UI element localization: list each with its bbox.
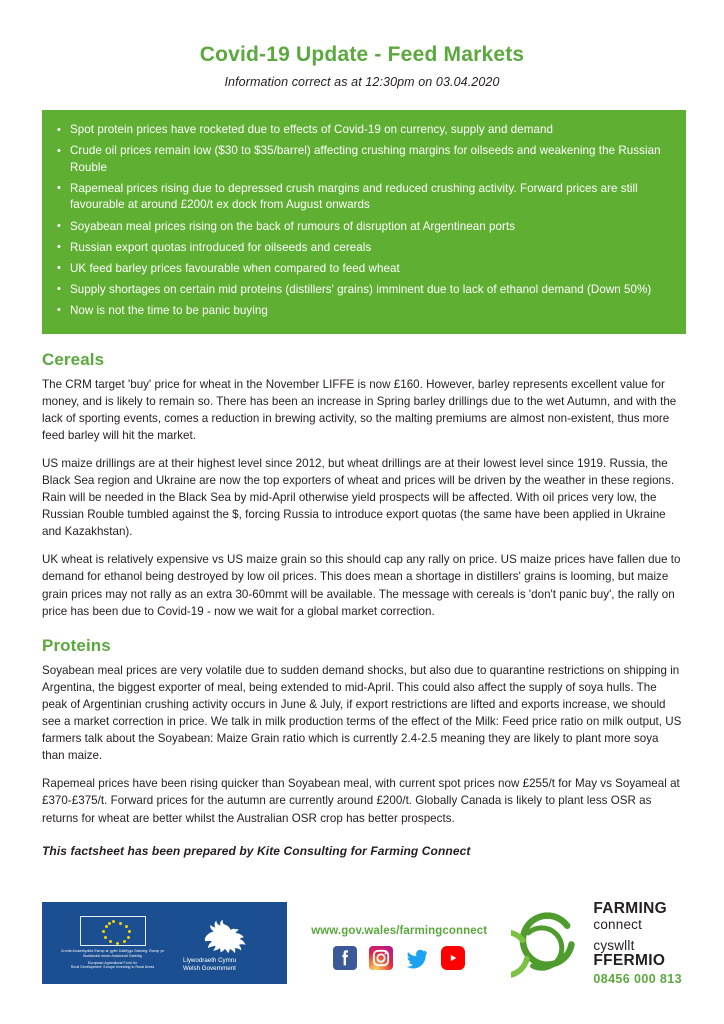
page-title: Covid-19 Update - Feed Markets — [199, 43, 525, 66]
website-url[interactable]: www.gov.wales/farmingconnect — [311, 924, 488, 937]
list-item: • Russian export quotas introduced for oilseeds and cereals — [56, 240, 668, 257]
key-points-box — [42, 110, 686, 333]
section-heading-proteins: Proteins — [42, 635, 111, 655]
section-proteins — [42, 620, 682, 827]
eu-caption-line: Rural Development: — [70, 965, 103, 970]
list-item: • Supply shortages on certain mid proteins (distillers' grains) imminent due to lack of ethanol demand (Down 50%) — [56, 282, 668, 299]
eu-funding-caption — [54, 949, 172, 969]
eu-flag-icon — [80, 916, 146, 946]
list-item: • Crude oil prices remain low ($30 to $35/barrel) affecting crushing margins for oilseeds and weakening the Russian Rouble — [56, 143, 668, 176]
farming-connect-wordmark — [593, 901, 682, 986]
fc-line-farming: FARMING — [593, 899, 667, 917]
eu-caption-line: Ewrop yn Buddsoddi mewn Ardaloedd Gwledig — [83, 949, 165, 958]
list-item: • Rapemeal prices rising due to depressed crush margins and reduced crushing activity. Forward prices are still favourable at around £200/t ex dock from August onwards — [56, 181, 668, 214]
fc-line-connect: connect — [593, 917, 643, 933]
paragraph: Rapemeal prices have been rising quicker than Soyabean meal, with current spot prices now £255/t for May vs Soyameal at £370-£375/t. Forward prices for the autumn are currently around £200/t. Globally Canada is likely to plant less OSR as returns for wheat are better whilst the Australian OSR crop has better prospects. — [42, 777, 680, 825]
list-item: • Soyabean meal prices rising on the back of rumours of disruption at Argentinean ports — [56, 219, 668, 236]
paragraph: Soyabean meal prices are very volatile due to sudden demand shocks, but also due to quarantine restrictions on shipping in Argentina, the biggest exporter of meal, being extended to mid-April. This could also affect the supply of soya hulls. The peak of Argentinian crushing activity occurs in June & July, if export restrictions are lifted and exports increase, we should see a market correction in price. We talk in milk production terms of the effect of the Milk: Feed price ratio on milk output, US farmers talk about the Soyabean: Maize Grain ratio which is currently 2.4-2.5 meaning they are likely to plant more soya than maize. — [42, 663, 682, 763]
welsh-dragon-icon — [201, 914, 255, 954]
farming-connect-logo — [511, 901, 682, 986]
key-points-list — [56, 122, 668, 319]
footer — [42, 884, 682, 1002]
facebook-icon[interactable] — [333, 946, 357, 970]
welsh-gov-label-cy: Llywodraeth Cymru — [183, 956, 237, 964]
twitter-icon[interactable] — [405, 946, 429, 970]
eu-welsh-government-logo — [42, 902, 287, 984]
instagram-icon[interactable] — [369, 946, 393, 970]
farming-connect-swirl-icon — [511, 907, 583, 979]
credit-line: This factsheet has been prepared by Kite Consulting for Farming Connect — [42, 843, 471, 858]
social-links — [333, 946, 465, 970]
welsh-gov-label-en: Welsh Government — [183, 964, 236, 972]
welsh-government-caption — [177, 957, 279, 973]
section-cereals — [42, 334, 682, 620]
eu-caption-line: Europe Investing in Rural Areas — [103, 965, 155, 970]
section-heading-cereals: Cereals — [42, 349, 105, 369]
welsh-government-logo — [175, 914, 279, 973]
eu-caption-line: European Agricultural Fund for — [88, 960, 137, 965]
eu-caption-line: gyfer Datblygu Gwledig: — [109, 949, 149, 954]
youtube-icon[interactable] — [441, 946, 465, 970]
eu-funding-logo — [50, 916, 175, 969]
paragraph: US maize drillings are at their highest level since 2012, but wheat drillings are at their lowest level since 1919. Russia, the Black Sea region and Ukraine are now the top exporters of wheat and prices will be driven by the weather in these regions. Rain will be needed in the Black Sea by mid-April otherwise yield prospects will be affected. With oil prices very low, the Russian Rouble tumbled against the $, forcing Russia to introduce export quotas (the same have been applied in Ukraine and Kazakhstan). — [42, 456, 675, 539]
fc-line-cyswllt: cyswllt — [593, 937, 635, 953]
list-item: • UK feed barley prices favourable when compared to feed wheat — [56, 261, 668, 278]
page-subtitle: Information correct as at 12:30pm on 03.04.2020 — [224, 75, 500, 90]
list-item: • Now is not the time to be panic buying — [56, 303, 668, 320]
eu-caption-line: Cronfa Amaethyddol Ewrop ar — [60, 949, 109, 954]
list-item: • Spot protein prices have rocketed due to effects of Covid-19 on currency, supply and demand — [56, 122, 668, 139]
fc-phone-number: 08456 000 813 — [593, 971, 682, 986]
paragraph: The CRM target 'buy' price for wheat in the November LIFFE is now £160. However, barley represents excellent value for money, and is likely to remain so. There has been an increase in Spring barley drillings due to the wet Autumn, and with the lack of sporting events, comes a reduction in brewing activity, so the malting premiums are almost non-existent, thus more feed barley will hit the market. — [42, 377, 677, 442]
fc-line-ffermio: FFERMIO — [593, 952, 666, 970]
paragraph: UK wheat is relatively expensive vs US maize grain so this should cap any rally on price. US maize prices have fallen due to demand for ethanol being destroyed by low oil prices. This does mean a shortage in distillers' grains is looming, but maize grain prices may not rally as an extra 30-60mmt will be available. The message with cereals is 'don't panic buy', the rally on price has been due to Covid-19 - now we wait for a global market correction. — [42, 553, 681, 618]
web-and-social — [287, 925, 511, 970]
